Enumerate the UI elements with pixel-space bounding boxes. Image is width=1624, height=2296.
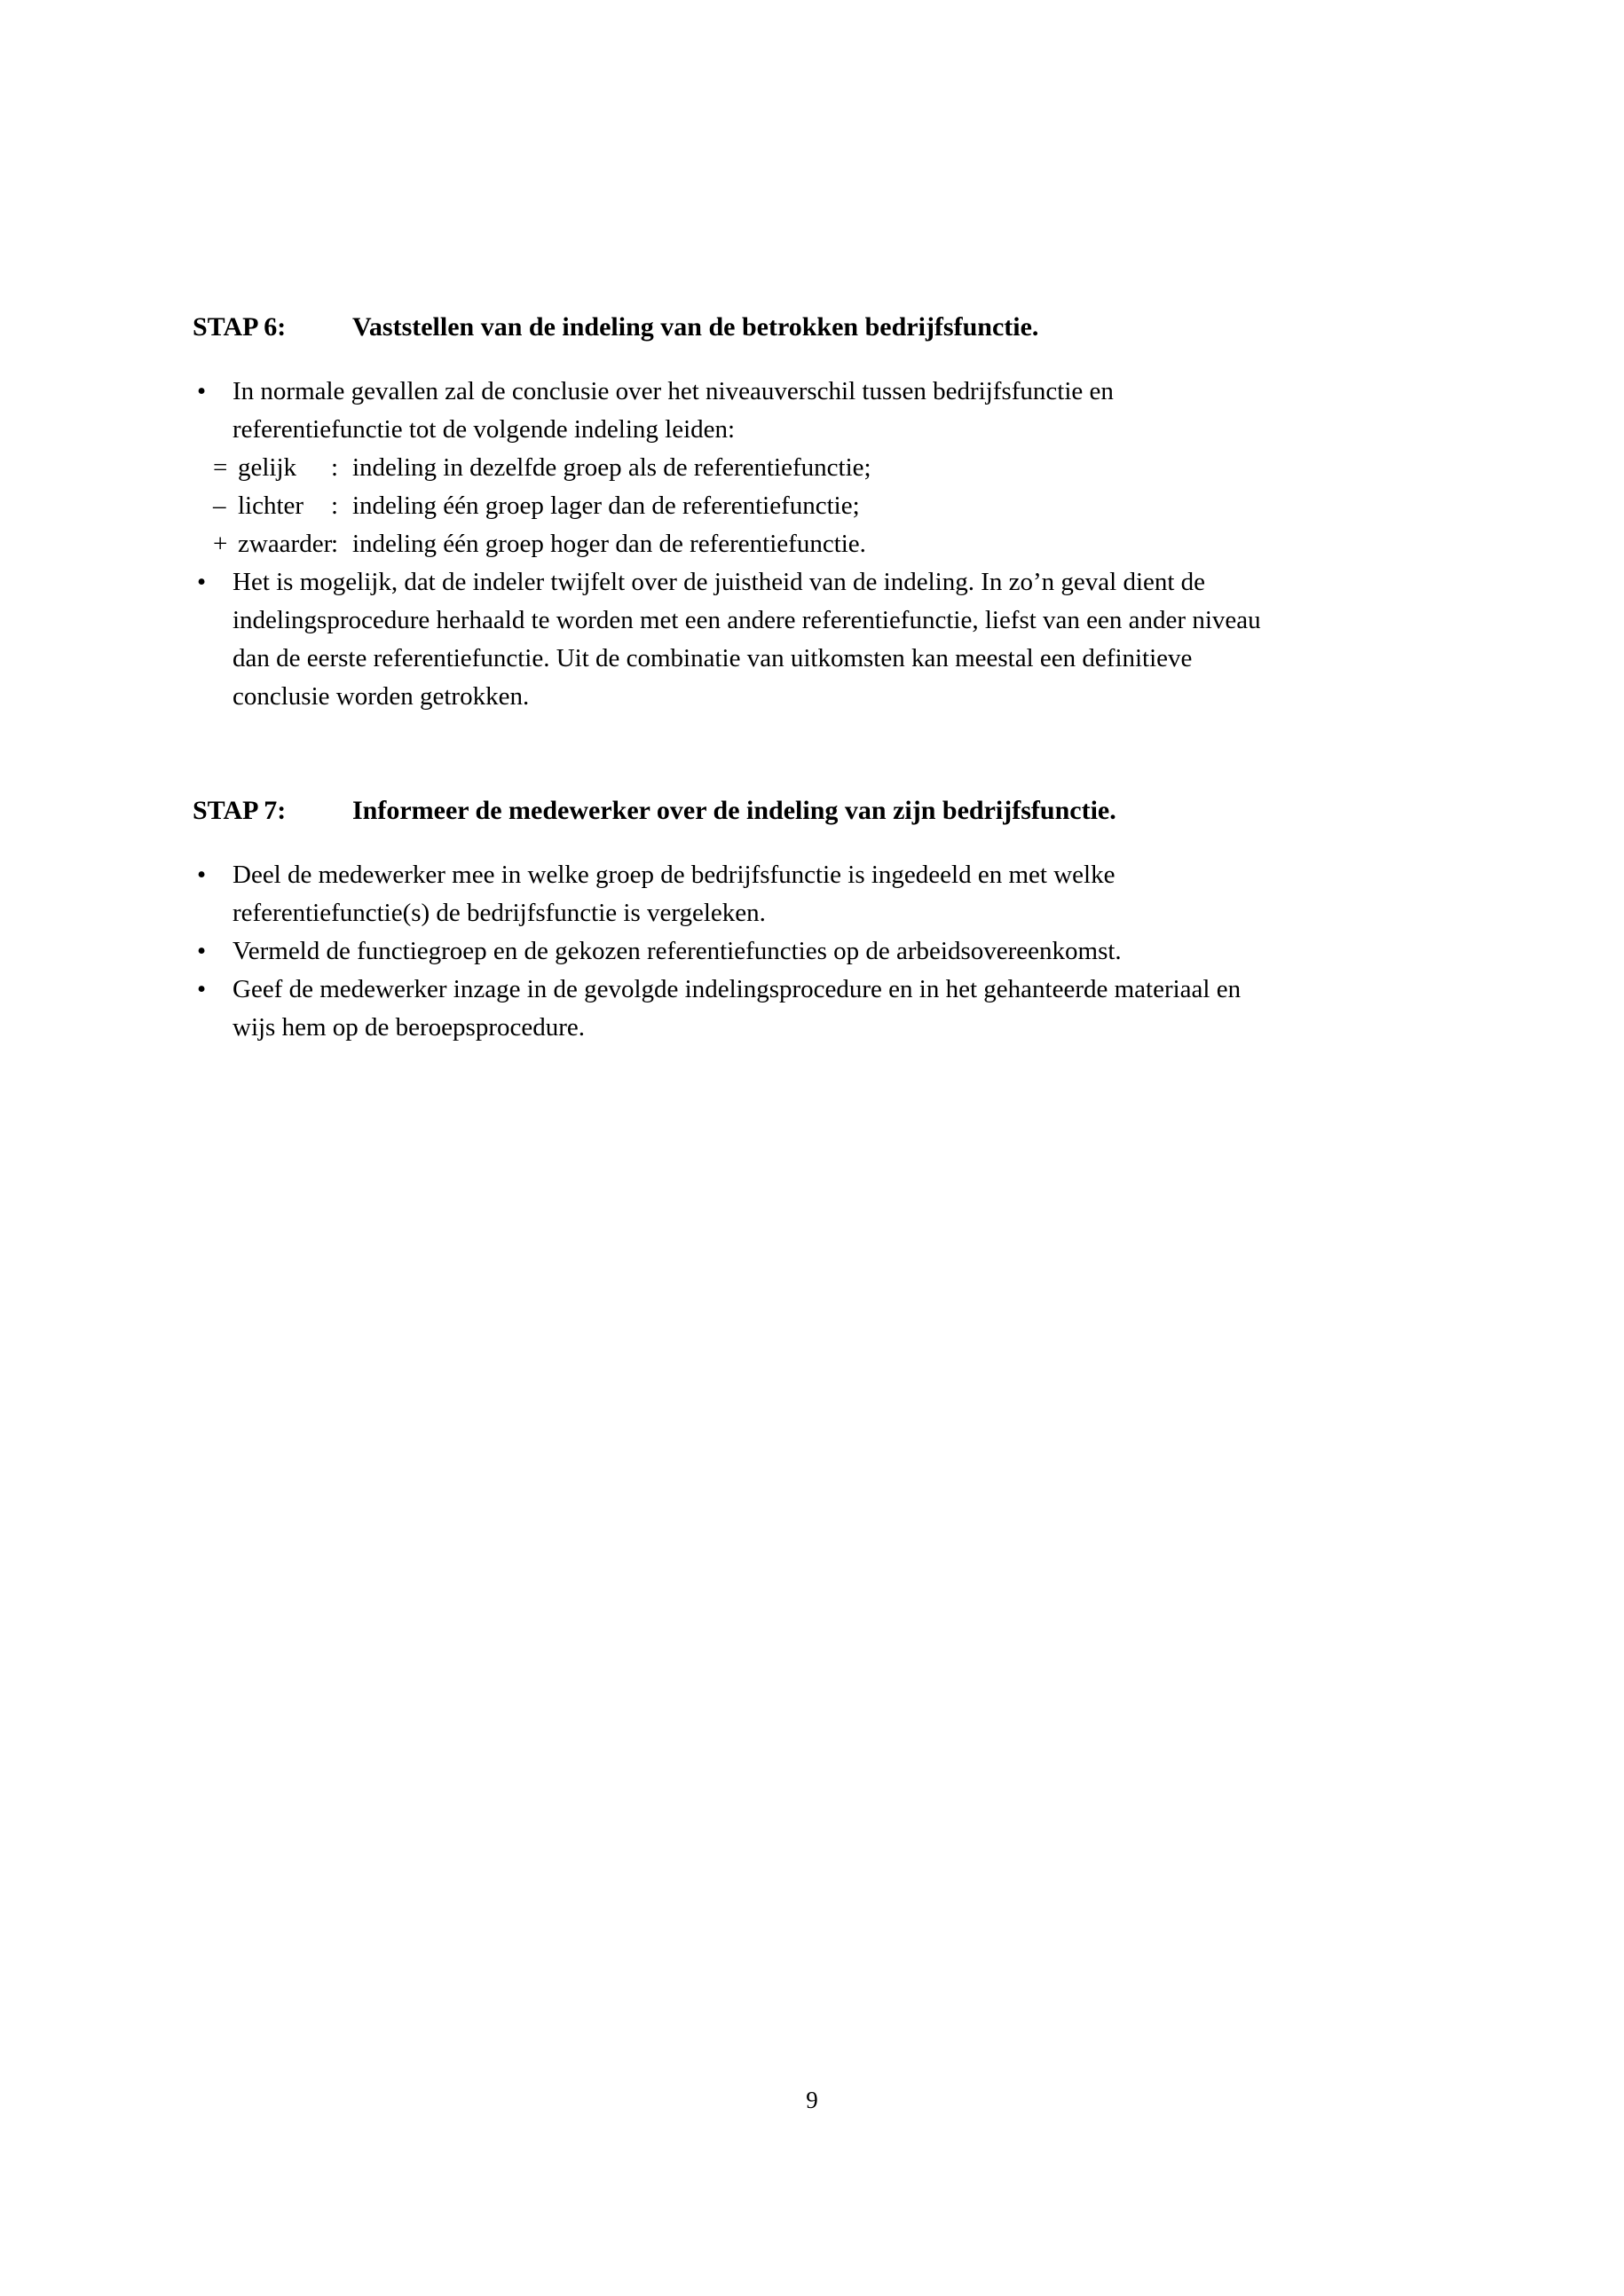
paragraph-line: Geef de medewerker inzage in de gevolgde indelingsprocedure en in het gehanteerde materiaal en <box>233 975 1242 1003</box>
paragraph-line: indelingsprocedure herhaald te worden met een andere referentiefunctie, liefst van een ander niveau <box>233 606 1261 634</box>
comparison-symbol: + <box>213 530 228 558</box>
comparison-description: indeling één groep lager dan de referentiefunctie; <box>352 491 860 520</box>
comparison-term: zwaarder <box>238 530 333 558</box>
comparison-term: lichter <box>238 491 304 520</box>
list-item <box>193 971 1524 1047</box>
paragraph-line: conclusie worden getrokken. <box>233 682 530 711</box>
comparison-description: indeling één groep hoger dan de referentiefunctie. <box>352 530 866 558</box>
step-label: STAP 6: <box>193 312 287 342</box>
bullet-icon: • <box>197 861 207 889</box>
paragraph-line: In normale gevallen zal de conclusie over het niveauverschil tussen bedrijfsfunctie en <box>233 377 1114 405</box>
comparison-symbol: – <box>213 491 226 520</box>
step-label: STAP 7: <box>193 796 287 825</box>
bullet-list <box>193 373 1524 716</box>
section-stap-7 <box>193 791 1524 1047</box>
colon-separator: : <box>331 491 339 520</box>
list-item <box>193 856 1524 932</box>
page-number: 9 <box>806 2087 818 2113</box>
section-heading <box>193 791 1524 830</box>
paragraph-line: Het is mogelijk, dat de indeler twijfelt over de juistheid van de indeling. In zo’n geval dient de <box>233 568 1206 596</box>
classification-row <box>213 487 1524 525</box>
document-content <box>193 308 1524 1047</box>
paragraph-line: Vermeld de functiegroep en de gekozen referentiefuncties op de arbeidsovereenkomst. <box>233 937 1122 965</box>
bullet-list <box>193 856 1524 1047</box>
bullet-icon: • <box>197 975 207 1003</box>
comparison-description: indeling in dezelfde groep als de referentiefunctie; <box>352 453 871 482</box>
colon-separator: : <box>331 530 339 558</box>
bullet-icon: • <box>197 937 207 965</box>
comparison-symbol: = <box>213 453 228 482</box>
bullet-icon: • <box>197 377 207 405</box>
list-item <box>193 932 1524 971</box>
comparison-term: gelijk <box>238 453 297 482</box>
bullet-icon: • <box>197 568 207 596</box>
list-item <box>193 563 1524 716</box>
section-stap-6 <box>193 308 1524 716</box>
step-title: Vaststellen van de indeling van de betrokken bedrijfsfunctie. <box>352 312 1039 342</box>
paragraph-line: referentiefunctie tot de volgende indeling leiden: <box>233 415 736 444</box>
step-title: Informeer de medewerker over de indeling van zijn bedrijfsfunctie. <box>352 796 1116 825</box>
paragraph-line: dan de eerste referentiefunctie. Uit de combinatie van uitkomsten kan meestal een definitieve <box>233 644 1193 672</box>
paragraph-line: Deel de medewerker mee in welke groep de bedrijfsfunctie is ingedeeld en met welke <box>233 861 1116 889</box>
section-heading <box>193 308 1524 346</box>
classification-row <box>213 525 1524 563</box>
colon-separator: : <box>331 453 339 482</box>
list-item <box>193 373 1524 563</box>
classification-row <box>213 449 1524 487</box>
paragraph-line: referentiefunctie(s) de bedrijfsfunctie is vergeleken. <box>233 899 766 927</box>
paragraph-line: wijs hem op de beroepsprocedure. <box>233 1013 586 1042</box>
